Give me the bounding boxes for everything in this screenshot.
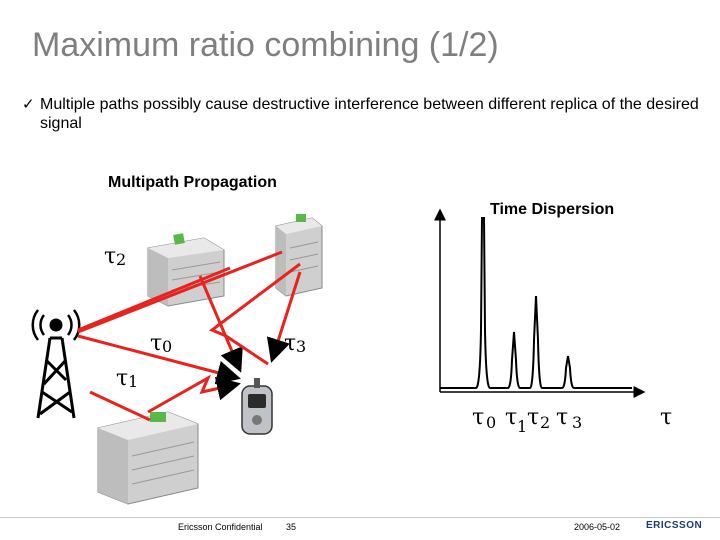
svg-text:τ: τ	[104, 244, 117, 269]
svg-text:τ: τ	[116, 366, 129, 391]
antenna-tower-icon	[33, 310, 80, 418]
check-icon: ✓	[22, 96, 35, 113]
building-top-right	[276, 214, 322, 296]
footer-confidential: Ericsson Confidential	[178, 522, 263, 532]
axis-label-tau2	[527, 405, 550, 432]
multipath-label: Multipath Propagation	[108, 174, 277, 191]
footer-divider	[0, 517, 720, 518]
roof-panel-icon	[173, 233, 185, 245]
axis-label-tau: τ	[660, 405, 673, 430]
slide-title: Maximum ratio combining (1/2)	[32, 26, 499, 64]
roof-panel-icon	[296, 214, 306, 222]
ericsson-logo: ERICSSON	[646, 520, 703, 531]
svg-text:3: 3	[296, 337, 307, 356]
axis-label-tau0	[472, 405, 496, 432]
svg-text:1: 1	[128, 372, 139, 391]
svg-text:3: 3	[572, 413, 583, 432]
building-bottom	[98, 412, 198, 504]
path-label-tau2	[104, 244, 126, 269]
roof-panel-icon	[150, 412, 166, 422]
svg-text:2: 2	[116, 250, 127, 269]
svg-text:τ: τ	[527, 405, 540, 430]
time-dispersion-plot	[440, 210, 644, 392]
svg-text:0: 0	[162, 337, 173, 356]
svg-text:1: 1	[517, 417, 528, 436]
svg-text:τ: τ	[150, 331, 163, 356]
path-label-tau1	[116, 366, 138, 391]
axis-label-tau3	[556, 405, 582, 432]
svg-text:0: 0	[486, 413, 497, 432]
building-top-left	[148, 233, 224, 306]
path-tau1-segment1	[90, 392, 150, 420]
time-dispersion-label: Time Dispersion	[490, 201, 615, 218]
axis-label-tau1	[505, 405, 527, 436]
svg-text:τ: τ	[556, 405, 569, 430]
svg-text:τ: τ	[284, 331, 297, 356]
footer-date: 2006-05-02	[574, 522, 621, 532]
path-tau1-segment2	[148, 378, 238, 412]
svg-text:τ: τ	[505, 405, 518, 430]
svg-text:τ: τ	[472, 405, 485, 430]
bullet-text: Multiple paths possibly cause destructive interference between different replica of the desired signal	[40, 96, 699, 132]
footer-page-number: 35	[286, 522, 297, 532]
impulse-response-curve	[440, 218, 632, 388]
mobile-phone-icon	[242, 378, 272, 434]
path-label-tau0	[150, 331, 172, 356]
svg-text:2: 2	[540, 413, 551, 432]
path-label-tau3	[284, 331, 306, 356]
